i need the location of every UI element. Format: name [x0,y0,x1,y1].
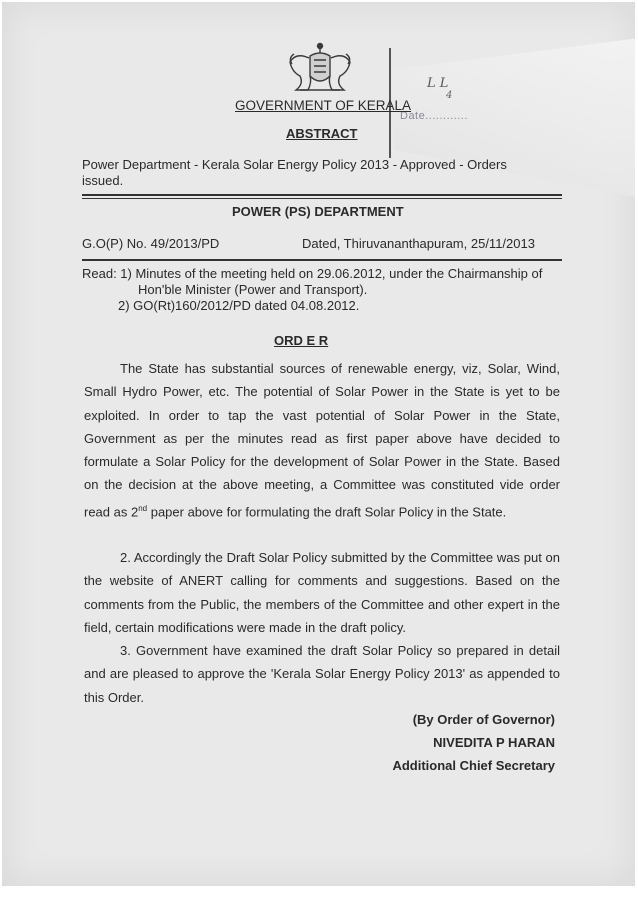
order-date: Dated, Thiruvananthapuram, 25/11/2013 [302,236,535,251]
by-order-line: (By Order of Governor) [412,712,555,727]
government-heading: GOVERNMENT OF KERALA [235,98,412,113]
divider-double-bottom [82,198,562,199]
date-stamp: Date............ [400,110,468,122]
signatory-name: NIVEDITA P HARAN [433,735,555,750]
department-heading: POWER (PS) DEPARTMENT [232,204,404,219]
handwritten-note-small: 4 [446,90,453,101]
document-page [2,2,635,886]
paragraph-1-text: The State has substantial sources of renewable energy, viz, Solar, Wind, Small Hydro Power, etc. The potential of Solar Power in the State is yet to be exploited. In order to tap the vast potential of Solar Power in the State, Government as per the minutes read as first paper above have decided to formulate a Solar Policy for the development of Solar Power in the State. Based on the decision at the above meeting, a Committee was constituted vide order read as 2 [84,361,560,520]
read-item-1: Read: 1) Minutes of the meeting held on 29.06.2012, under the Chairmanship of [82,266,543,281]
order-paragraph-2 [84,546,560,639]
subject-line-2: issued. [82,173,124,188]
read-item-2: 2) GO(Rt)160/2012/PD dated 04.08.2012. [118,298,360,313]
paragraph-3-text: 3. Government have examined the draft Solar Policy so prepared in detail and are pleased to approve the 'Kerala Solar Energy Policy 2013' as appended to this Order. [84,643,560,705]
abstract-heading: ABSTRACT [286,126,358,141]
divider-double-top [82,194,562,196]
state-emblem-icon [282,42,358,94]
order-number: G.O(P) No. 49/2013/PD [82,236,220,251]
paragraph-1-text-end: paper above for formulating the draft Solar Policy in the State. [147,504,507,520]
paragraph-1-superscript: nd [138,503,148,513]
order-paragraph-3 [84,639,560,709]
read-item-1-continued: Hon'ble Minister (Power and Transport). [138,282,368,297]
divider-line [82,259,562,261]
subject-line-1: Power Department - Kerala Solar Energy Policy 2013 - Approved - Orders [82,157,507,172]
order-paragraph-1 [84,357,560,523]
paragraph-2-text: 2. Accordingly the Draft Solar Policy submitted by the Committee was put on the website of ANERT calling for comments and suggestions. Based on the comments from the Public, the members of the Committee and other expert in the field, certain modifications were made in the draft policy. [84,550,560,635]
handwritten-note: L L [427,76,449,91]
order-heading: ORD E R [274,333,329,348]
signatory-designation: Additional Chief Secretary [392,758,555,773]
